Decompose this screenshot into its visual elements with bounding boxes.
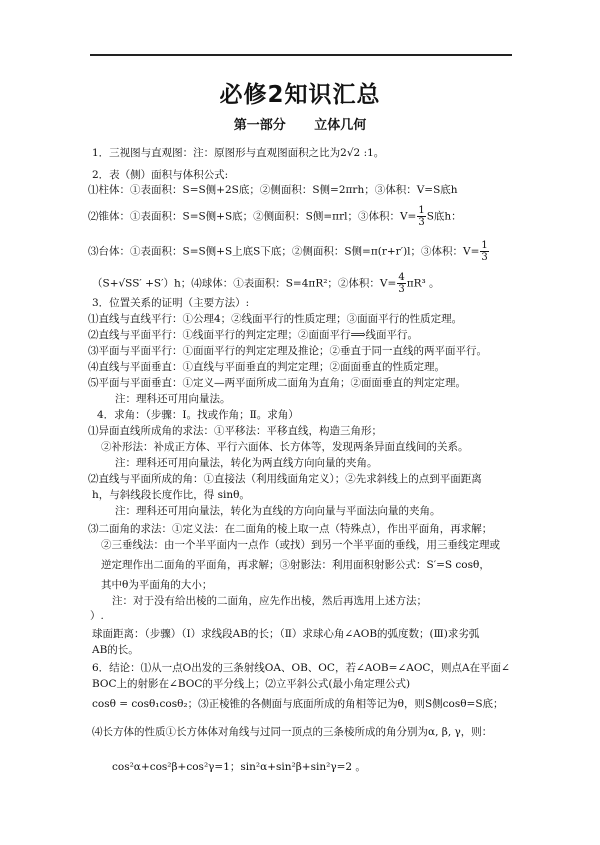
- line-23: 逆定理作出二面角的平面角，再求解；③射影法：利用面积射影公式：S′=S cosθ，: [101, 559, 490, 571]
- line-7: 3．位置关系的证明（主要方法）:: [92, 297, 250, 309]
- line-3: ⑴柱体：①表面积：S=S侧+2S底；②侧面积：S侧=2πrh；③体积：V=S底h: [88, 184, 458, 196]
- line-26: ）.: [90, 610, 104, 622]
- line-13: 注：理科还可用向量法。: [115, 393, 231, 405]
- line-30: BOC上的射影在∠BOC的平分线上；⑵立平斜公式(最小角定理公式): [92, 678, 411, 690]
- line-10: ⑶平面与平面平行：①面面平行的判定定理及推论；②垂直于同一直线的两平面平行。: [88, 345, 487, 357]
- fraction-numerator: 1: [481, 240, 488, 251]
- line-33: cos²α+cos²β+cos²γ=1；sin²α+sin²β+sin²γ=2 。: [112, 761, 366, 773]
- line-2: 2．表（侧）面积与体积公式:: [92, 169, 229, 181]
- line-28: AB的长。: [92, 644, 139, 656]
- fraction-one-third: [417, 205, 425, 228]
- line-15: ⑴异面直线所成角的求法：①平移法：平移直线，构造三角形；: [88, 425, 382, 437]
- fraction-denominator: 3: [481, 252, 488, 263]
- line-27: 球面距离：（步骤）（Ⅰ）求线段AB的长；（Ⅱ）求球心角∠AOB的弧度数；(Ⅲ)求劣弧: [92, 628, 480, 640]
- line-17: 注：理科还可用向量法，转化为两直线方向向量的夹角。: [115, 457, 378, 469]
- line-6-tail: πR³ 。: [406, 277, 440, 290]
- line-32: ⑷长方体的性质①长方体体对角线与过同一顶点的三条棱所成的角分别为α, β, γ，则：: [92, 726, 493, 738]
- line-24: 其中θ为平面角的大小；: [101, 579, 213, 591]
- line-6: [92, 272, 440, 295]
- topic-label: 立体几何: [314, 118, 367, 133]
- fraction-denominator: 3: [398, 284, 405, 295]
- line-20: 注：理科还可用向量法，转化为直线的方向向量与平面法向量的夹角。: [115, 505, 441, 517]
- line-25: 注：对于没有给出棱的二面角，应先作出棱，然后再选用上述方法；: [112, 595, 427, 607]
- page-title: 必修2知识汇总: [219, 82, 381, 108]
- line-16: ②补形法：补成正方体、平行六面体、长方体等，发现两条异面直线间的关系。: [101, 441, 469, 453]
- line-9: ⑵直线与平面平行：①线面平行的判定定理；②面面平行⟹线面平行。: [88, 329, 419, 341]
- top-rule: [90, 54, 512, 56]
- fraction-numerator: 1: [418, 205, 425, 216]
- fraction-denominator: 3: [418, 217, 425, 228]
- line-1: 1．三视图与直观图：注：原图形与直观图面积之比为2√2 :1。: [92, 147, 385, 159]
- line-21: ⑶二面角的求法：①定义法：在二面角的棱上取一点（特殊点），作出平面角，再求解；: [88, 523, 493, 535]
- line-5-text: ⑶台体：①表面积：S=S侧+S上底S下底；②侧面积：S侧=π(r+r′)l；③体积：V=: [88, 245, 480, 258]
- line-14: 4．求角：（步骤：Ⅰ。找或作角；Ⅱ。求角）: [97, 409, 299, 421]
- fraction-one-third-2: [480, 240, 488, 263]
- line-18: ⑵直线与平面所成的角：①直接法（利用线面角定义）；②先求斜线上的点到平面距离: [88, 473, 482, 485]
- section-subtitle: [0, 114, 600, 133]
- line-22: ②三垂线法：由一个半平面内一点作（或找）到另一个半平面的垂线，用三垂线定理或: [101, 539, 500, 551]
- line-4-text: ⑵锥体：①表面积：S=S侧+S底；②侧面积：S侧=πrl；③体积：V=: [88, 210, 417, 223]
- line-8: ⑴直线与直线平行：①公理4；②线面平行的性质定理；③面面平行的性质定理。: [88, 313, 463, 325]
- line-29: 6．结论：⑴从一点O出发的三条射线OA、OB、OC，若∠AOB=∠AOC，则点A在平面∠: [92, 662, 510, 674]
- line-31: cosθ = cosθ₁cosθ₂；⑶正棱锥的各侧面与底面所成的角相等记为θ，则S侧cosθ=S底；: [92, 698, 504, 710]
- line-11: ⑷直线与平面垂直：①直线与平面垂直的判定定理；②面面垂直的性质定理。: [88, 361, 445, 373]
- part-label: 第一部分: [233, 118, 286, 133]
- line-5: [88, 240, 490, 263]
- fraction-numerator: 4: [398, 272, 405, 283]
- fraction-four-thirds: [397, 272, 405, 295]
- line-6-text: （S+√SS′ +S′）h；⑷球体：①表面积：S=4πR²；②体积：V=: [92, 277, 397, 290]
- line-19: h，与斜线段长度作比，得 sinθ。: [92, 489, 250, 501]
- line-4-tail: S底h：: [426, 210, 462, 223]
- line-12: ⑸平面与平面垂直：①定义—两平面所成二面角为直角；②面面垂直的判定定理。: [88, 377, 466, 389]
- line-4: [88, 205, 462, 228]
